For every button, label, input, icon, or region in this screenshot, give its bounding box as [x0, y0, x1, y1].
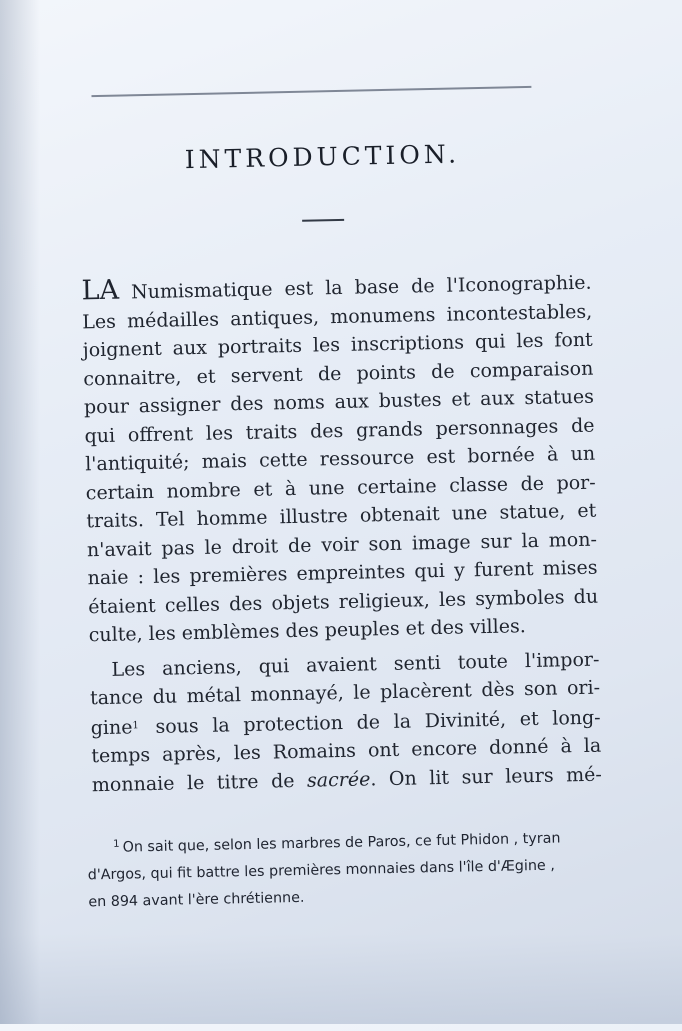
text-line: culte, les emblèmes des peuples et des villes. [88, 615, 526, 647]
text-line: pour assigner des noms aux bustes et aux statues [83, 385, 595, 419]
footnote-line: d'Argos, qui fit battre les premières monnaies dans l'île d'Ægine , [87, 857, 555, 884]
text-line: connaitre, et servent de points de comparaison [83, 357, 594, 390]
text-line-content: . On lit sur leurs mé- [370, 763, 603, 790]
text-line: temps après, les Romains ont encore donné à la [91, 734, 602, 768]
text-line: l'antiquité; mais cette ressource est bornée à un [84, 442, 596, 476]
text-line: certain nombre et à une certaine classe de por- [85, 471, 596, 504]
drop-cap: LA [81, 274, 120, 307]
italic-word: sacrée [306, 767, 371, 792]
heading-ornament-dash [302, 219, 344, 222]
text-line: qui offrent les traits des grands personnages de [84, 414, 595, 447]
footnote-reference: 1 [132, 719, 139, 731]
footnote [87, 820, 609, 916]
text-line-content: monnaie le titre de [91, 769, 295, 796]
header-rule [91, 86, 531, 97]
text-line: n'avait pas le droit de voir son image sur la mon- [86, 528, 598, 561]
text-line: Les anciens, qui avaient senti toute l'impor- [111, 648, 600, 681]
body-text [81, 267, 602, 800]
text-line: étaient celles des objets religieux, les symboles du [87, 585, 599, 618]
text-line: joignent aux portraits les inscriptions qui les font [82, 328, 593, 362]
footnote-text: On sait que, selon les marbres de Paros, ce fut Phidon , tyran [122, 830, 561, 856]
text-line-content: sous la protection de la Divinité, et long- [155, 706, 601, 738]
text-line: naie : les premières empreintes qui y furent mises [87, 556, 598, 590]
chapter-heading: INTRODUCTION. [184, 139, 461, 175]
footnote-marker: 1 [113, 838, 120, 850]
footnote-line: en 894 avant l'ère chrétienne. [88, 889, 305, 911]
text-line: Les médailles antiques, monumens incontestables, [81, 300, 593, 333]
text-line-content: gine [90, 715, 133, 739]
text-line: traits. Tel homme illustre obtenait une statue, et [86, 499, 597, 533]
text-line-content: Numismatique est la base de l'Iconographie. [130, 271, 592, 304]
text-line: tance du métal monnayé, le placèrent dès son ori- [89, 676, 601, 710]
